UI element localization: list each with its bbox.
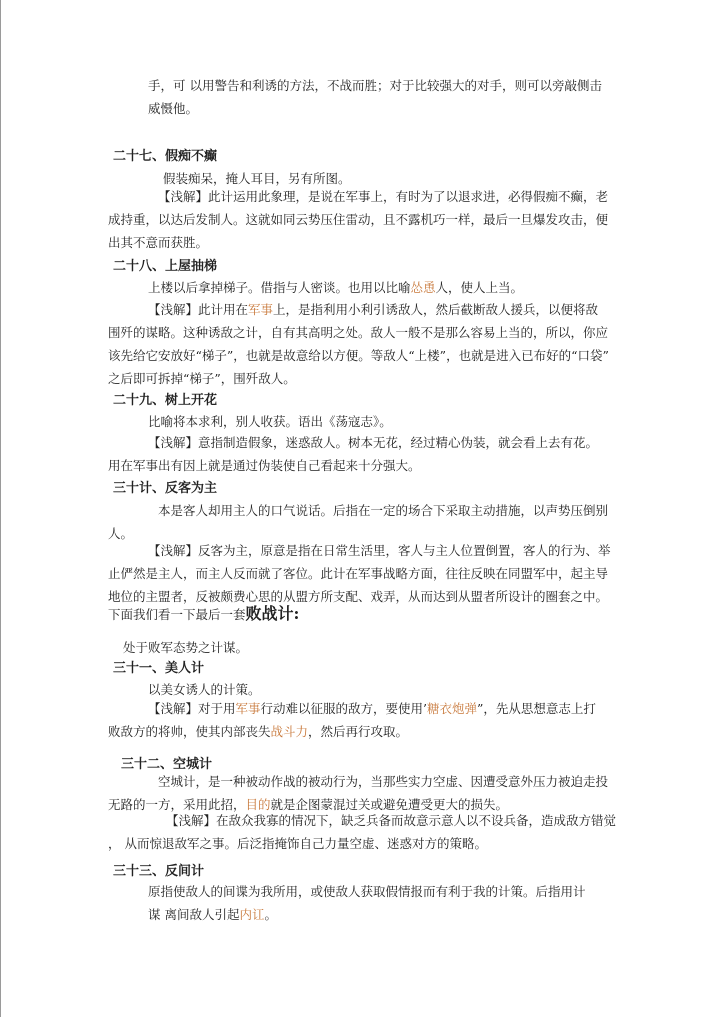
section-31-explanation — [108, 697, 596, 743]
section-28-def-a: 上楼以后拿掉梯子。借指与人密谈。也用以比喻 — [148, 280, 411, 295]
section-33-def-line-1: 原指使敌人的间谍为我所用，或使敌人获取假情报而有利于我的计策。后指用计 — [148, 884, 586, 899]
section-33-def2-a: 谋 离间敌人引起 — [148, 907, 240, 922]
section-27-title: 二十七、假痴不癫 — [113, 149, 218, 164]
section-33-def-line-2 — [148, 903, 586, 926]
section-30-explanation — [108, 539, 611, 608]
section-31-l2-highlight: 战斗力 — [270, 724, 309, 739]
section-28-line-3: 该先给它安放好“梯子”，也就是故意给以方便。等敌人“上楼”，也就是进入已布好的“口袋” — [108, 348, 609, 363]
section-31-l2-b: ，然后再行攻取。 — [308, 724, 409, 739]
section-31-definition: 以美女诱人的计策。 — [148, 682, 261, 697]
section-30-def-line-2: 人。 — [108, 526, 134, 541]
section-28-line-4: 之后即可拆掉“梯子”，围歼敌人。 — [108, 371, 296, 386]
section-33-title: 三十三、反间计 — [113, 864, 205, 879]
section-28-def-b: 人，使人上当。 — [435, 280, 524, 295]
section-28-explanation — [108, 298, 609, 390]
section-28-line-2: 围歼的谋略。这种诱敌之计，自有其高明之处。敌人一般不是那么容易上当的，所以，你应 — [108, 325, 609, 340]
section-28-l1-highlight: 军事 — [248, 302, 274, 317]
section-30-title: 三十计、反客为主 — [113, 481, 218, 496]
section-27-definition: 假装痴呆，掩人耳目，另有所图。 — [163, 171, 351, 186]
section-29-definition: 比喻将本求利，别人收获。语出《荡寇志》。 — [148, 414, 392, 429]
intro-text — [148, 74, 602, 120]
section-31-l1-b: 行动难以征服的敌方，要使用’ — [260, 701, 428, 716]
defeat-stratagems-label: 败战计 — [245, 604, 294, 623]
section-33-def2-b: 。 — [264, 907, 278, 922]
intro-line-2: 威慑他。 — [148, 101, 199, 116]
section-28-def-highlight: 怂恿 — [410, 280, 436, 295]
section-27-line-2: 成持重，以达后发制人。这就如同云势压住雷动，且不露机巧一样，最后一旦爆发攻击，便 — [108, 212, 609, 227]
section-31-l1-highlight-1: 军事 — [235, 701, 261, 716]
section-33-def2-highlight: 内讧 — [239, 907, 265, 922]
section-31-l1-c: ”，先从思想意志上打 — [477, 701, 596, 716]
section-29-title: 二十九、树上开花 — [113, 393, 218, 408]
section-28-l1-b: 上，是指利用小利引诱敌人，然后截断敌人援兵，以便将敌 — [273, 302, 599, 317]
section-30-line-2: 止俨然是主人，而主人反而就了客位。此计在军事战略方面，往往反映在同盟军中，起主导 — [108, 566, 609, 581]
section-31-line-2 — [108, 720, 596, 743]
transition-line — [108, 602, 299, 626]
section-28-title: 二十八、上屋抽梯 — [113, 259, 218, 274]
section-27-explanation — [108, 185, 608, 254]
section-29-explanation — [108, 431, 598, 477]
section-32-def2-a: 无路的一方，采用此招， — [108, 797, 246, 812]
section-30-def-line-1: 本是客人却用主人的口气说话。后指在一定的场合下采取主动措施，以声势压倒别 — [158, 503, 609, 518]
section-32-line-2: ， 从而惊退敌军之事。后泛指掩饰自己力量空虚、迷惑对方的策略。 — [108, 836, 487, 851]
section-29-line-1: 【浅解】意指制造假象，迷惑敌人。树本无花，经过精心伪装，就会看上去有花。 — [148, 435, 599, 450]
transition-colon: : — [293, 604, 300, 623]
section-32-explanation — [108, 809, 616, 855]
section-30-line-1: 【浅解】反客为主，原意是指在日常生活里，客人与主人位置倒置，客人的行为、举 — [148, 543, 611, 558]
section-31-line-1 — [108, 697, 596, 720]
section-27-line-3: 出其不意而获胜。 — [108, 235, 209, 250]
section-31-l1-highlight-2: 糖衣炮弹 — [427, 701, 478, 716]
section-27-line-1: 【浅解】此计运用此象理，是说在军事上，有时为了以退求进，必得假痴不癫，老 — [158, 189, 609, 204]
defeat-description: 处于败军态势之计谋。 — [123, 640, 249, 655]
section-31-l1-a: 【浅解】对于用 — [148, 701, 236, 716]
section-28-line-1 — [108, 298, 609, 321]
transition-lead: 下面我们看一下最后一套 — [108, 607, 246, 622]
section-32-def2-b: 就是企图蒙混过关或避免遭受更大的损失。 — [270, 797, 509, 812]
section-31-title: 三十一、美人计 — [113, 661, 205, 676]
section-31-l2-a: 败敌方的将帅，使其内部丧失 — [108, 724, 271, 739]
section-30-line-3: 地位的主盟者，反被颇费心思的从盟方所支配、戏弄，从而达到从盟者所设计的圈套之中。 — [108, 589, 609, 604]
section-32-line-1: 【浅解】在敌众我寡的情况下，缺乏兵备而故意示意人以不设兵备，造成敌方错觉 — [166, 813, 617, 828]
intro-line-1: 手，可 以用警告和利诱的方法，不战而胜；对于比较强大的对手，则可以旁敲侧击 — [148, 78, 602, 93]
section-33-definition — [148, 880, 586, 926]
section-32-def-line-1: 空城计，是一种被动作战的被动行为，当那些实力空虚、因遭受意外压力被迫走投 — [158, 774, 609, 789]
section-28-definition — [148, 276, 523, 299]
section-28-l1-a: 【浅解】此计用在 — [148, 302, 249, 317]
section-32-title: 三十二、空城计 — [121, 757, 213, 772]
page-edge — [0, 0, 1, 1017]
section-32-def2-highlight: 目的 — [245, 797, 271, 812]
section-29-line-2: 用在军事出有因上就是通过伪装使自己看起来十分强大。 — [108, 458, 421, 473]
